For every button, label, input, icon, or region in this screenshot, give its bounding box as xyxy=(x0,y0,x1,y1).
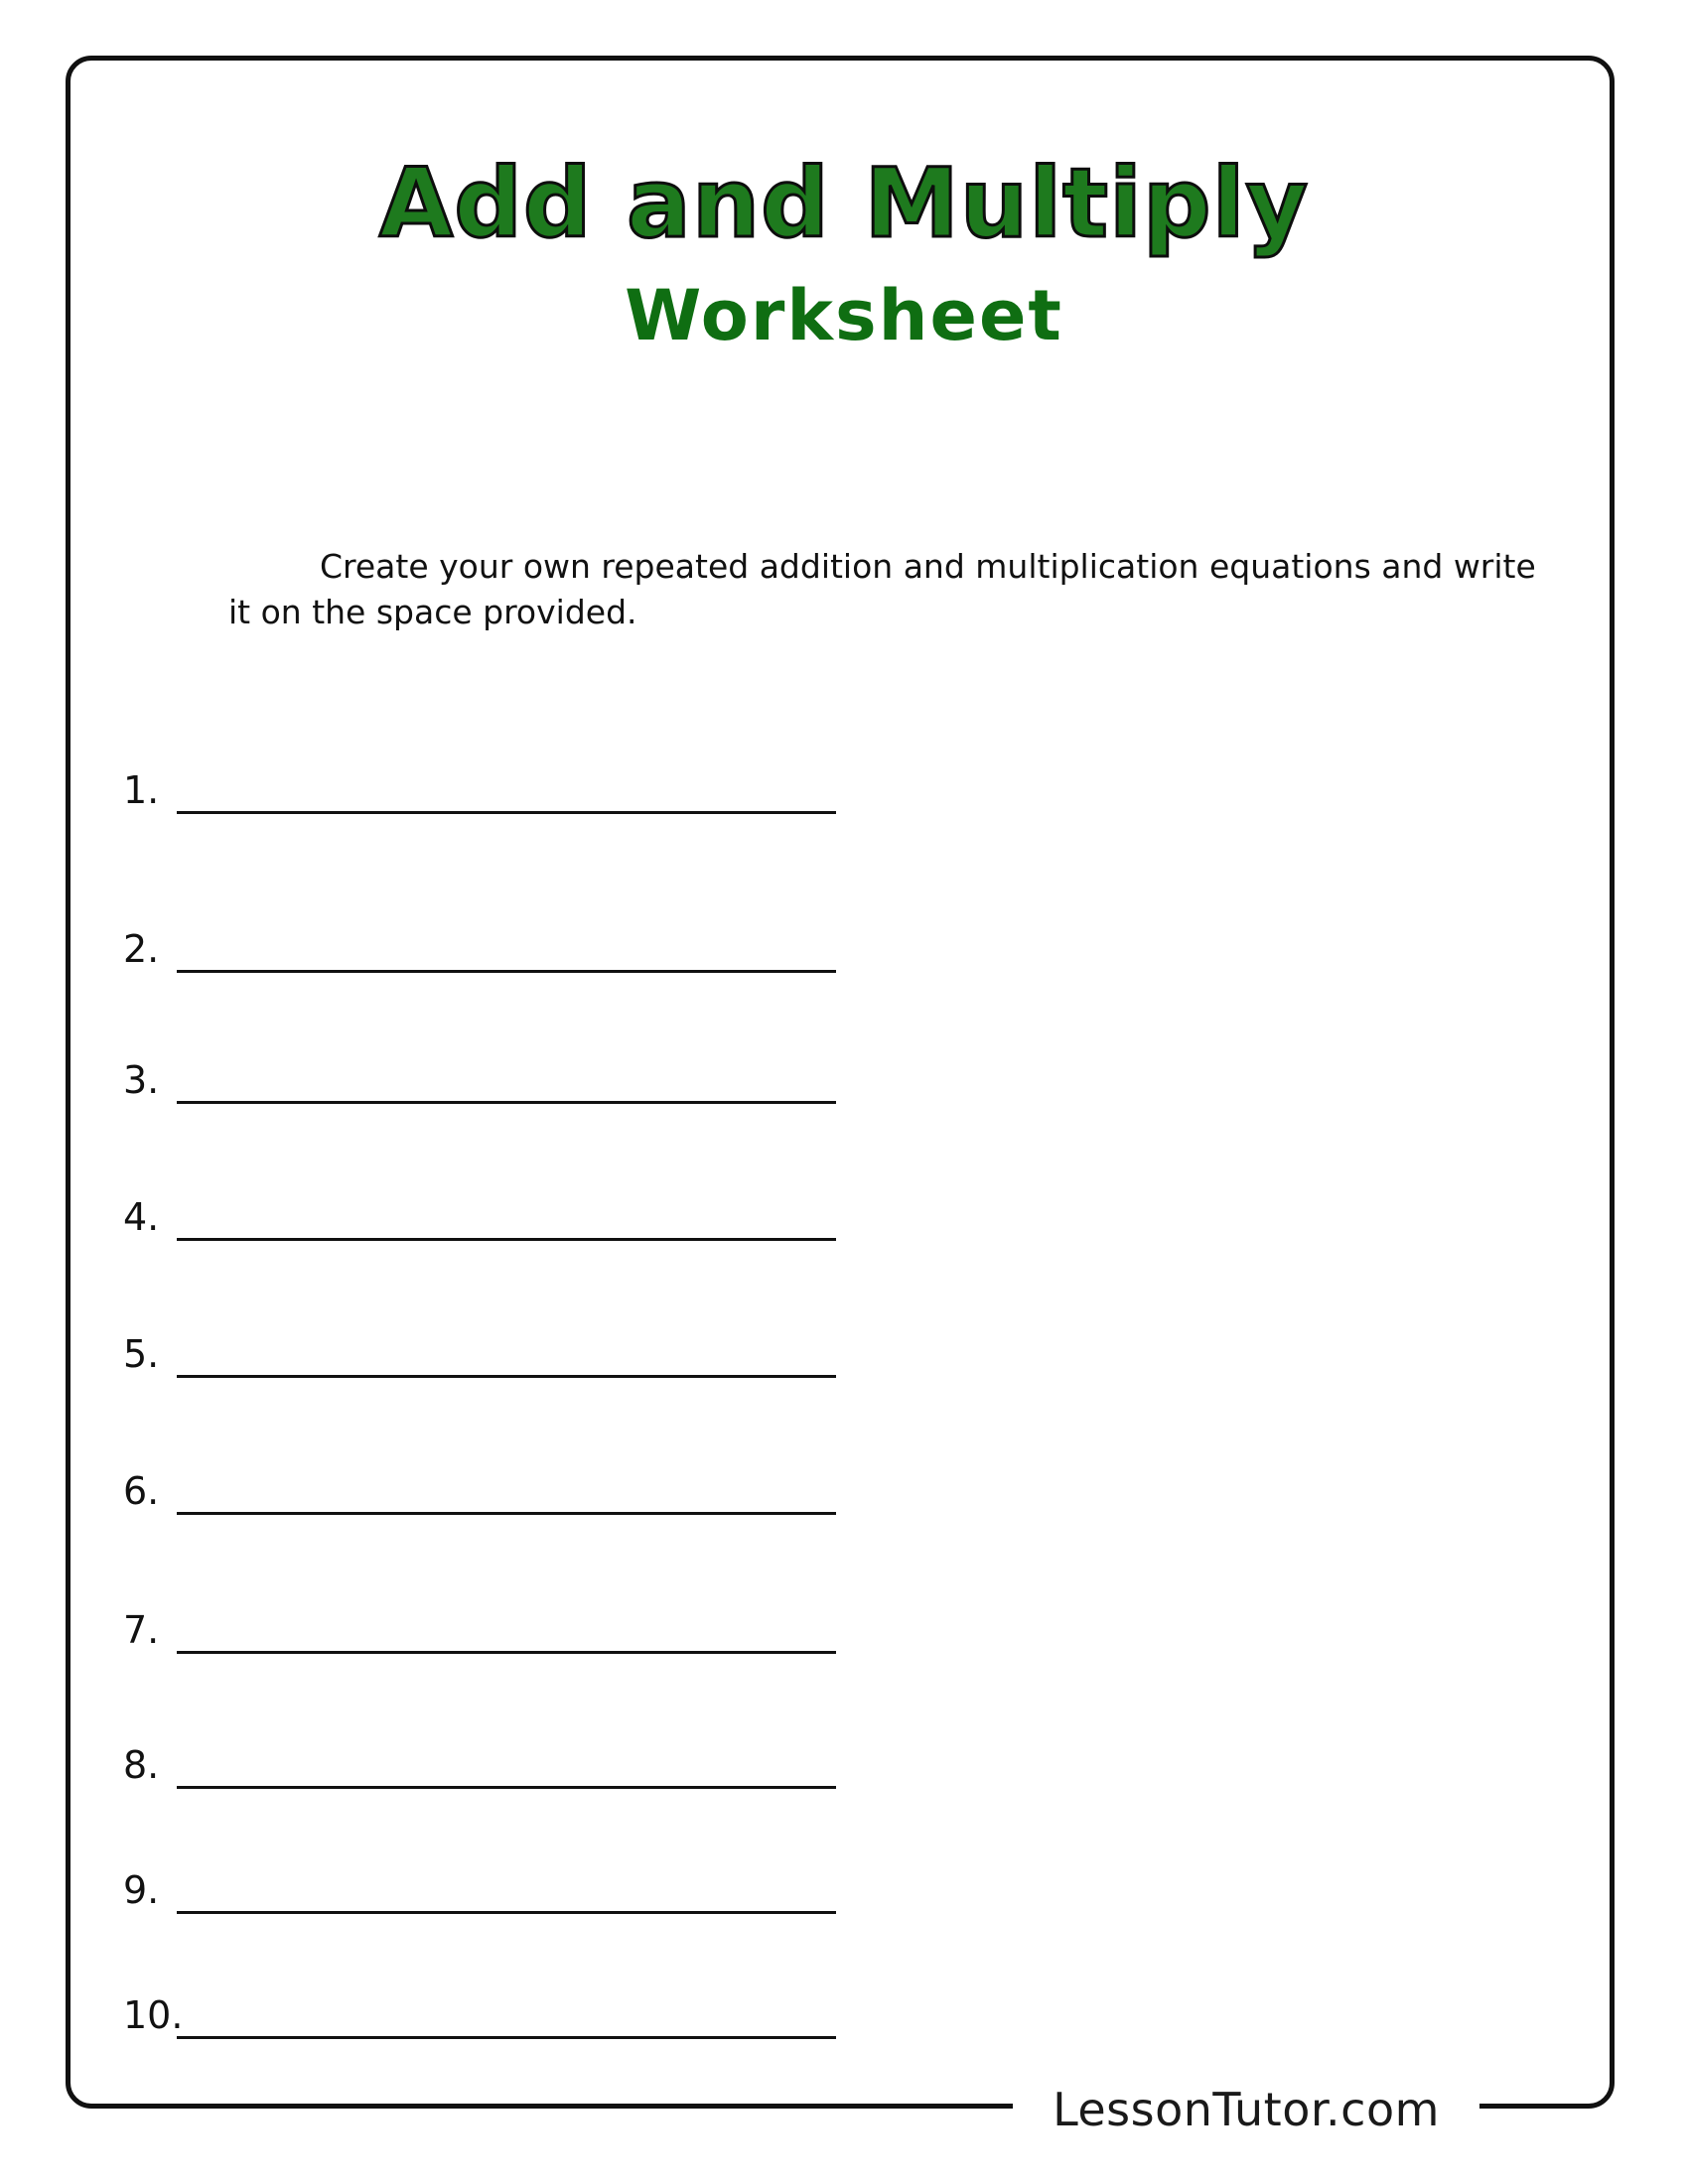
question-number: 4. xyxy=(123,1195,160,1239)
question-number: 1. xyxy=(123,768,160,812)
question-10 xyxy=(123,1979,838,2039)
question-4 xyxy=(123,1181,838,1241)
answer-line[interactable] xyxy=(177,811,836,814)
question-6 xyxy=(123,1455,838,1515)
question-1 xyxy=(123,754,838,814)
answer-line[interactable] xyxy=(177,1375,836,1378)
question-7 xyxy=(123,1594,838,1654)
answer-line[interactable] xyxy=(177,1101,836,1104)
instructions-text: Create your own repeated addition and multiplication equations and write it on the space provided. xyxy=(228,547,1536,631)
answer-line[interactable] xyxy=(177,1512,836,1515)
question-8 xyxy=(123,1729,838,1789)
question-number: 7. xyxy=(123,1608,160,1652)
question-9 xyxy=(123,1854,838,1914)
question-2 xyxy=(123,913,838,973)
answer-line[interactable] xyxy=(177,970,836,973)
question-number: 6. xyxy=(123,1469,160,1513)
answer-line[interactable] xyxy=(177,1651,836,1654)
question-number: 3. xyxy=(123,1058,160,1102)
question-5 xyxy=(123,1318,838,1378)
worksheet-title: Add and Multiply xyxy=(378,148,1310,259)
answer-line[interactable] xyxy=(177,1238,836,1241)
question-number: 2. xyxy=(123,927,160,971)
question-number: 10. xyxy=(123,1993,184,2037)
worksheet-subtitle: Worksheet xyxy=(625,275,1063,356)
answer-line[interactable] xyxy=(177,1786,836,1789)
question-number: 8. xyxy=(123,1743,160,1787)
answer-line[interactable] xyxy=(177,2036,836,2039)
question-number: 5. xyxy=(123,1332,160,1376)
question-number: 9. xyxy=(123,1868,160,1912)
answer-line[interactable] xyxy=(177,1911,836,1914)
question-3 xyxy=(123,1044,838,1104)
footer-site-name: LessonTutor.com xyxy=(1053,2083,1440,2136)
